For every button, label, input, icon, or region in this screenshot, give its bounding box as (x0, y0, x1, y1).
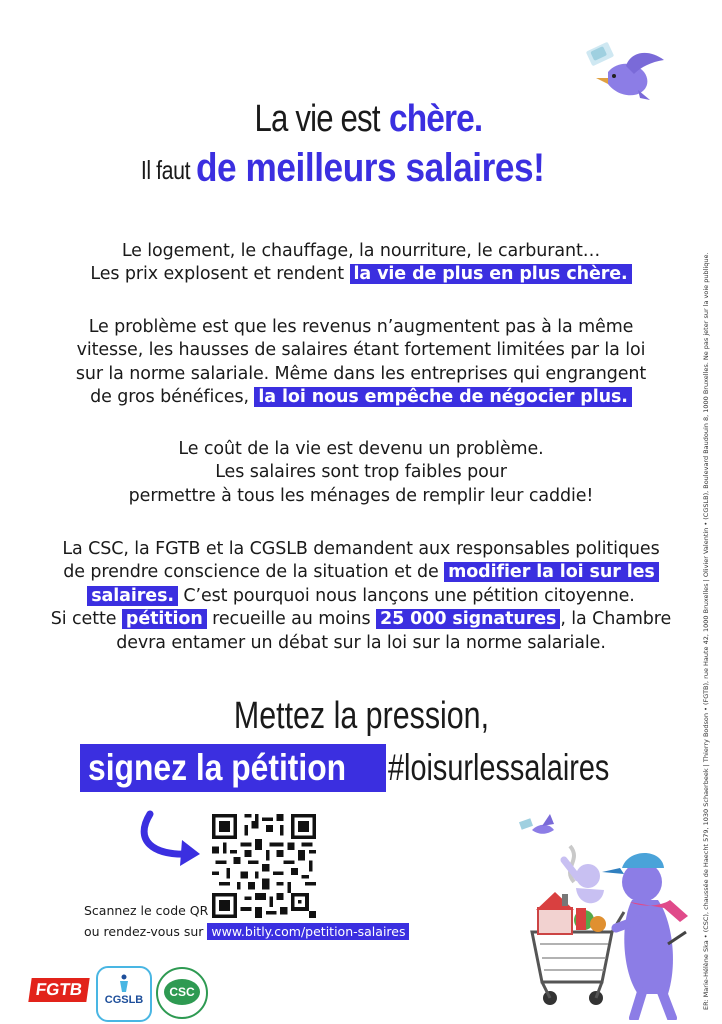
p4-text-6: , la Chambre (560, 609, 672, 630)
p3-text-3: permettre à tous les ménages de remplir leur caddie! (128, 485, 594, 506)
p4-text-3: C’est pourquoi nous lançons une pétition citoyenne. (183, 585, 635, 606)
p2-text-2: vitesse, les hausses de salaires étant fortement limitées par la loi (76, 340, 646, 361)
headline-bold-2: de meilleurs salaires! (196, 146, 545, 190)
p4-text-5: recueille au moins (212, 609, 371, 630)
fgtb-logo: FGTB (28, 978, 89, 1002)
p4-text-4: Si cette (50, 609, 117, 630)
p3-text-1: Le coût de la vie est devenu un problème. (178, 439, 544, 459)
p4-text-7: devra entamer un débat sur la loi sur la norme salariale. (116, 632, 606, 653)
p4-text-2: de prendre conscience de la situation et de (63, 562, 439, 583)
qr-instruction-text: ou rendez-vous sur (84, 924, 204, 939)
p3-text-2: Les salaires sont trop faibles pour (215, 462, 507, 483)
p4-highlight-modify-law: modifier la loi sur les salaires. (87, 562, 658, 605)
cta-button-label: signez la pétition (88, 747, 347, 788)
qr-instruction-line-2 (84, 924, 409, 939)
p2-text-1: Le problème est que les revenus n’augmentent pas à la même (88, 317, 634, 337)
cta-heading (0, 695, 722, 738)
csc-logo-text: CSC (164, 979, 200, 1005)
p2-text-4: de gros bénéfices, (90, 387, 249, 408)
p4-text-1: La CSC, la FGTB et la CGSLB demandent aux responsables politiques (62, 539, 660, 559)
cgslb-figure-icon (118, 974, 130, 992)
p1-highlight: la vie de plus en plus chère. (350, 264, 632, 284)
cgslb-logo-text: CGSLB (104, 994, 144, 1006)
headline-bold-1: chère. (389, 98, 483, 140)
p4-highlight-petition: pétition (122, 609, 207, 629)
p1-text-2: Les prix explosent et rendent (90, 264, 345, 285)
p4-highlight-signatures: 25 000 signatures (376, 609, 560, 629)
p2-text-3: sur la norme salariale. Même dans les entreprises qui engrangent (75, 363, 647, 384)
cgslb-logo (96, 966, 152, 1022)
petition-url-link[interactable]: www.bitly.com/petition-salaires (207, 923, 409, 940)
headline-plain-1: La vie est (254, 98, 380, 140)
paragraph-petition (30, 538, 692, 655)
paragraph-low-wages (30, 438, 692, 508)
csc-logo (156, 967, 208, 1019)
qr-instruction-line-1: Scannez le code QR (84, 903, 209, 918)
paragraph-cost-of-living (30, 240, 692, 287)
bird-with-money-illustration (578, 42, 668, 104)
paragraph-wage-law (30, 316, 692, 410)
headline-line-1 (0, 98, 722, 141)
curved-arrow-icon (130, 810, 210, 870)
hashtag-label: #loisurlessalaires (388, 747, 610, 788)
hashtag (388, 744, 672, 792)
headline-plain-2: Il faut (140, 155, 190, 185)
headline-line-2 (0, 146, 722, 191)
p2-highlight: la loi nous empêche de négocier plus. (254, 387, 631, 407)
sign-petition-banner[interactable] (80, 744, 386, 792)
qr-code[interactable] (212, 814, 316, 918)
cta-line-1: Mettez la pression, (233, 695, 489, 737)
legal-notice: ER: Marie-Hélène Ska • (CSC), chaussée de Haecht 579, 1030 Schaerbeek | Thierry Bodson • (FGTB), rue Haute 42, 1000 Bruxelles | Olivier Valentin • (CGSLB), Boulevard Baudouin 8, 1000 Bruxelles. Ne pas jeter sur la voie publique. (702, 252, 710, 1010)
shopping-cart-illustration (492, 812, 692, 1020)
cta-line-2 (80, 744, 672, 792)
p1-text-1: Le logement, le chauffage, la nourriture, le carburant… (121, 241, 601, 261)
